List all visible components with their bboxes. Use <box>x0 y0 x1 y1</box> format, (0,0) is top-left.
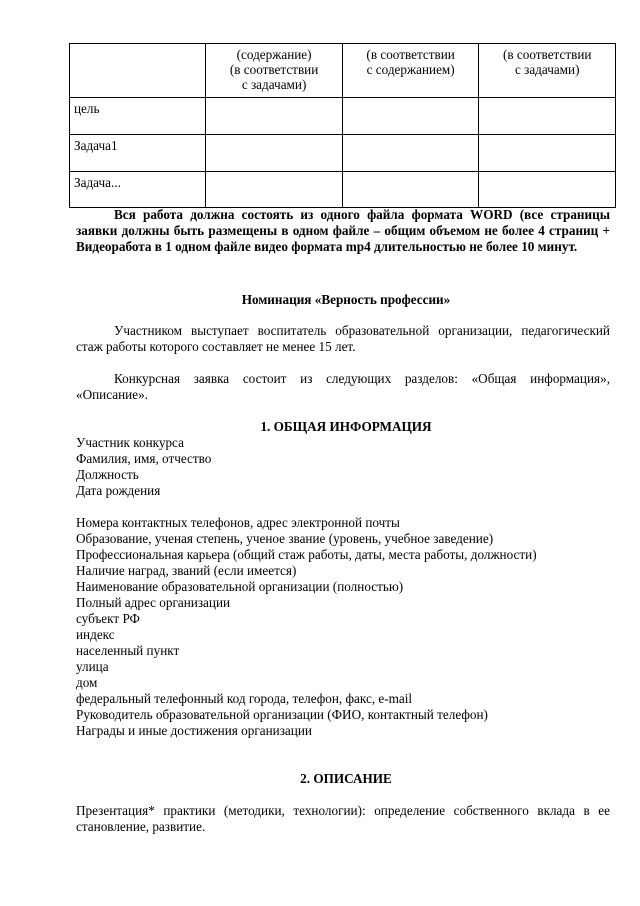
list-item: Должность <box>76 467 139 482</box>
list-item: дом <box>76 675 98 690</box>
list-item: Фамилия, имя, отчество <box>76 451 212 466</box>
table-header-cell <box>70 44 206 98</box>
list-item: Участник конкурса <box>76 435 184 450</box>
table-cell <box>479 172 616 208</box>
list-item: Наличие наград, званий (если имеется) <box>76 563 297 578</box>
list-item: федеральный телефонный код города, телефон, факс, e-mail <box>76 691 413 706</box>
sections-paragraph: Конкурсная заявка состоит из следующих разделов: «Общая информация», «Описание». <box>76 371 610 402</box>
section2-title: 2. ОПИСАНИЕ <box>300 771 392 786</box>
table-row <box>70 135 616 172</box>
list-item: субъект РФ <box>76 611 140 626</box>
table-cell <box>206 135 343 172</box>
list-item: Награды и иные достижения организации <box>76 723 312 738</box>
table-cell <box>479 98 616 135</box>
table-cell <box>206 98 343 135</box>
table-cell <box>342 98 479 135</box>
participant-paragraph: Участником выступает воспитатель образовательной организации, педагогический стаж работы которого составляет не менее 15 лет. <box>76 323 610 354</box>
list-item: населенный пункт <box>76 643 180 658</box>
list-item: Образование, ученая степень, ученое звание (уровень, учебное заведение) <box>76 531 494 546</box>
table-cell <box>479 135 616 172</box>
general-info-list-2 <box>76 515 610 739</box>
table-cell: Задача1 <box>70 135 206 172</box>
section1-title: 1. ОБЩАЯ ИНФОРМАЦИЯ <box>260 419 432 434</box>
list-item: Полный адрес организации <box>76 595 231 610</box>
table-row <box>70 172 616 208</box>
table-header-row <box>70 44 616 98</box>
goals-tasks-table <box>69 43 616 208</box>
table-row <box>70 98 616 135</box>
list-item: улица <box>76 659 109 674</box>
general-info-list-1 <box>76 435 610 499</box>
list-item: Дата рождения <box>76 483 161 498</box>
list-item: индекс <box>76 627 115 642</box>
table-cell: цель <box>70 98 206 135</box>
table-cell: Задача... <box>70 172 206 208</box>
table-cell <box>342 172 479 208</box>
list-item: Руководитель образовательной организации (ФИО, контактный телефон) <box>76 707 488 722</box>
description-paragraph: Презентация* практики (методики, технологии): определение собственного вклада в ее становление, развитие. <box>76 803 610 834</box>
table-cell <box>342 135 479 172</box>
list-item: Номера контактных телефонов, адрес электронной почты <box>76 515 400 530</box>
submission-notice: Вся работа должна состоять из одного файла формата WORD (все страницы заявки должны быть размещены в одном файле – общим объемом не более 4 страниц + Видеоработа в 1 одном файле видео формата mp4 длительностью не более 10 минут. <box>76 207 610 254</box>
table-header-cell: (в соответствии с задачами) <box>479 44 616 98</box>
list-item: Наименование образовательной организации (полностью) <box>76 579 404 594</box>
list-item: Профессиональная карьера (общий стаж работы, даты, места работы, должности) <box>76 547 537 562</box>
table-header-cell: (в соответствии с содержанием) <box>342 44 479 98</box>
nomination-title: Номинация «Верность профессии» <box>241 292 451 307</box>
table-header-cell: (содержание) (в соответствии с задачами) <box>206 44 343 98</box>
table-cell <box>206 172 343 208</box>
